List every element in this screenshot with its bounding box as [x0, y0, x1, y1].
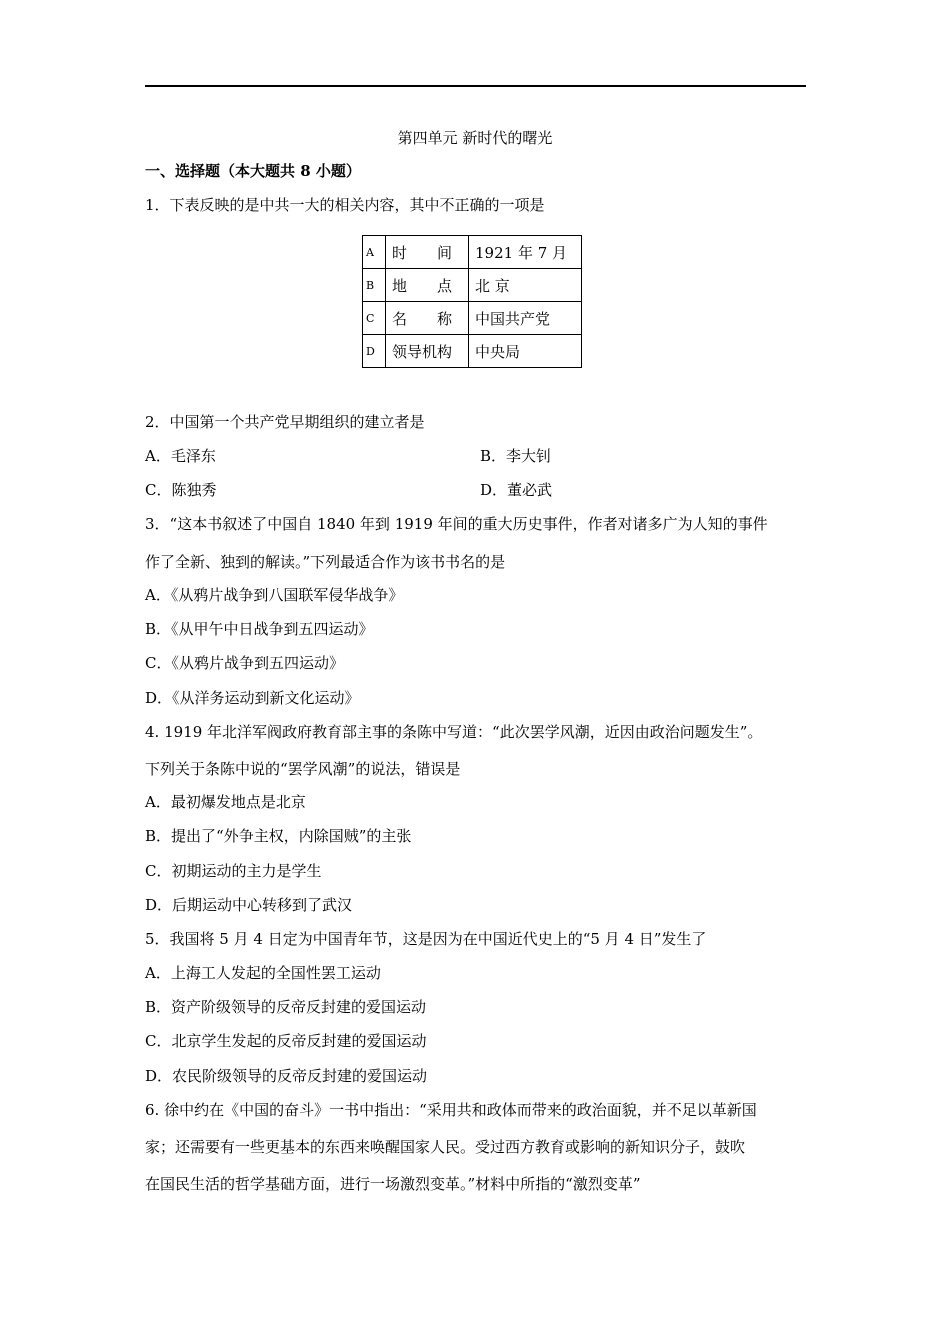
section-heading: 一、选择题（本大题共 8 小题） [145, 162, 361, 180]
q2-option-d: D．董必武 [480, 481, 553, 499]
q3-stem-line1: 3．“这本书叙述了中国自 1840 年到 1919 年间的重大历史事件，作者对诸多广为人知的事件 [145, 515, 768, 533]
q6-stem-line2: 家；还需要有一些更基本的东西来唤醒国家人民。受过西方教育或影响的新知识分子，鼓吹 [145, 1138, 746, 1156]
q2-option-c: C．陈独秀 [145, 481, 217, 499]
q2-option-a: A．毛泽东 [145, 447, 216, 465]
q4-stem-line1: 4. 1919 年北洋军阀政府教育部主事的条陈中写道：“此次罢学风潮，近因由政治问题发生”。 [145, 723, 763, 741]
q6-stem-line1: 6. 徐中约在《中国的奋斗》一书中指出：“采用共和政体而带来的政治面貌，并不足以革新国 [145, 1101, 757, 1119]
q3-option-b: B．《从甲午中日战争到五四运动》 [145, 620, 374, 638]
table-row [363, 236, 582, 269]
row-key: 名 称 [386, 302, 469, 335]
row-letter: A [363, 236, 386, 269]
row-key: 地 点 [386, 269, 469, 302]
row-letter: D [363, 335, 386, 368]
row-letter: B [363, 269, 386, 302]
q4-option-d: D．后期运动中心转移到了武汉 [145, 896, 353, 914]
q3-option-d: D．《从洋务运动到新文化运动》 [145, 689, 360, 707]
row-key: 领导机构 [386, 335, 469, 368]
page-title: 第四单元 新时代的曙光 [397, 129, 553, 147]
table-row [363, 269, 582, 302]
q2-stem: 2．中国第一个共产党早期组织的建立者是 [145, 413, 425, 431]
q1-stem: 1．下表反映的是中共一大的相关内容，其中不正确的一项是 [145, 196, 545, 214]
row-letter: C [363, 302, 386, 335]
q3-option-a: A．《从鸦片战争到八国联军侵华战争》 [145, 586, 404, 604]
header-rule [145, 85, 806, 87]
q5-option-a: A．上海工人发起的全国性罢工运动 [145, 964, 381, 982]
row-value: 中国共产党 [469, 302, 582, 335]
row-value: 北 京 [469, 269, 582, 302]
table-row [363, 335, 582, 368]
q6-stem-line3: 在国民生活的哲学基础方面，进行一场激烈变革。”材料中所指的“激烈变革” [145, 1175, 641, 1193]
q4-option-b: B．提出了“外争主权，内除国贼”的主张 [145, 827, 412, 845]
row-value: 1921 年 7 月 [469, 236, 582, 269]
row-value: 中央局 [469, 335, 582, 368]
q3-option-c: C．《从鸦片战争到五四运动》 [145, 654, 344, 672]
q3-stem-line2: 作了全新、独到的解读。”下列最适合作为该书书名的是 [145, 553, 506, 571]
q2-option-b: B．李大钊 [480, 447, 552, 465]
q1-table [362, 235, 582, 368]
q5-option-c: C．北京学生发起的反帝反封建的爱国运动 [145, 1032, 427, 1050]
row-key: 时 间 [386, 236, 469, 269]
q5-option-d: D．农民阶级领导的反帝反封建的爱国运动 [145, 1067, 428, 1085]
q5-option-b: B．资产阶级领导的反帝反封建的爱国运动 [145, 998, 427, 1016]
table-row [363, 302, 582, 335]
q4-option-c: C．初期运动的主力是学生 [145, 862, 322, 880]
q4-stem-line2: 下列关于条陈中说的“罢学风潮”的说法，错误是 [145, 760, 461, 778]
q4-option-a: A．最初爆发地点是北京 [145, 793, 306, 811]
q5-stem: 5．我国将 5 月 4 日定为中国青年节，这是因为在中国近代史上的“5 月 4 日”发生了 [145, 930, 707, 948]
